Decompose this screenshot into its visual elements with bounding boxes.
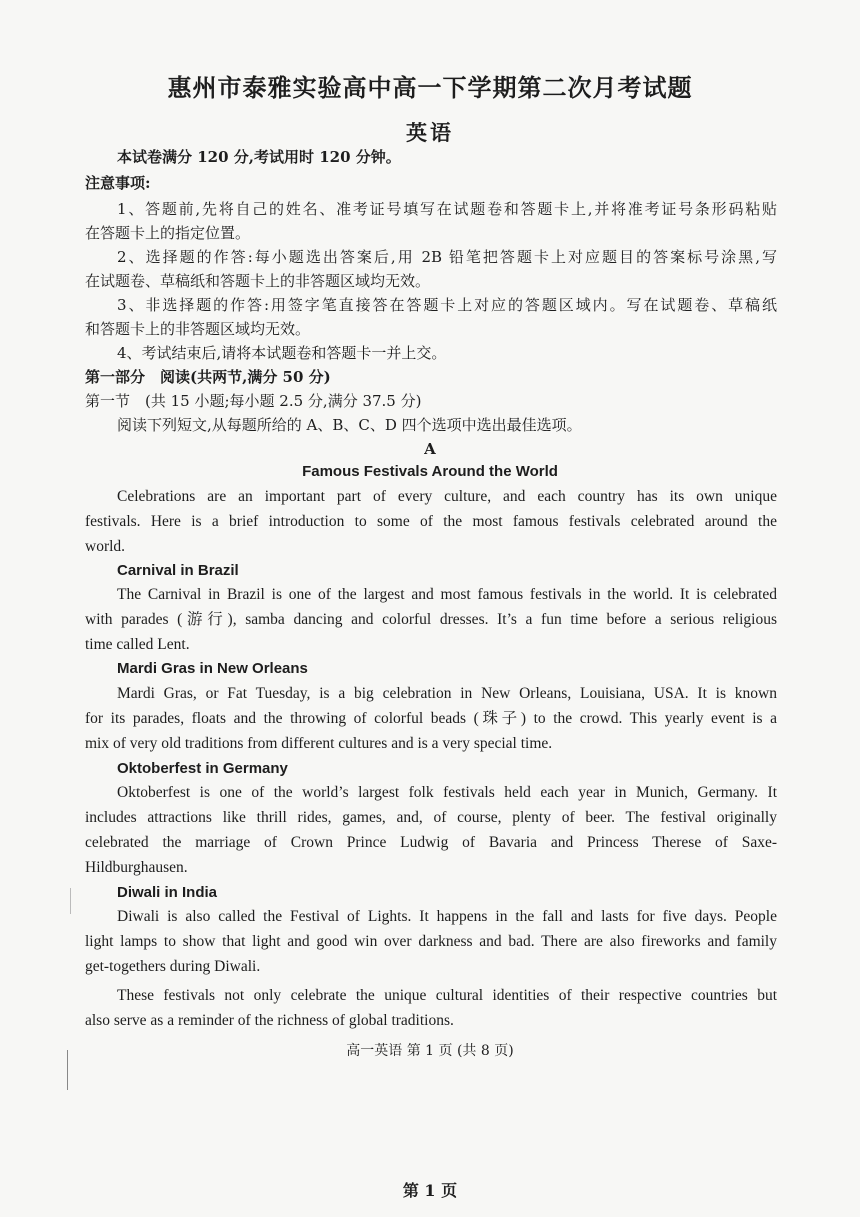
page-number: 第 1 页 [402, 1181, 458, 1200]
note-3-line-1: 3、非选择题的作答:用签字笔直接答在答题卡上对应的答题区域内。写在试题卷、草稿纸 [117, 296, 777, 314]
conclusion-line-2: also serve as a reminder of the richness of global traditions. [85, 1012, 454, 1029]
carnival-line-1: The Carnival in Brazil is one of the largest and most famous festivals in the world. It is celebrated [117, 586, 777, 603]
diwali-line-2: light lamps to show that light and good win over darkness and bad. There are also fireworks and family [85, 933, 777, 950]
conclusion-line-1: These festivals not only celebrate the unique cultural identities of their respective countries but [117, 987, 777, 1004]
heading-diwali: Diwali in India [117, 884, 218, 901]
note-2-line-2: 在试题卷、草稿纸和答题卡上的非答题区域均无效。 [85, 272, 431, 290]
mardi-gras-line-2: for its parades, floats and the throwing of colorful beads (珠子) to the crowd. This yearly event is a [85, 710, 777, 727]
mardi-gras-line-3: mix of very old traditions from different cultures and is a very special time. [85, 735, 553, 752]
oktoberfest-line-3: celebrated the marriage of Crown Prince Ludwig of Bavaria and Princess Therese of Saxe- [85, 834, 777, 851]
para-intro-line-2: festivals. Here is a brief introduction to some of the most famous festivals celebrated around the [85, 513, 777, 530]
footer-page-info: 高一英语 第 1 页 (共 8 页) [346, 1043, 514, 1059]
score-time-info: 本试卷满分 120 分,考试用时 120 分钟。 [117, 148, 401, 166]
heading-carnival: Carnival in Brazil [117, 562, 239, 579]
reading-instruction: 阅读下列短文,从每题所给的 A、B、C、D 四个选项中选出最佳选项。 [117, 416, 582, 434]
section-1-heading: 第一节 (共 15 小题;每小题 2.5 分,满分 37.5 分) [85, 392, 422, 410]
mardi-gras-line-1: Mardi Gras, or Fat Tuesday, is a big celebration in New Orleans, Louisiana, USA. It is known [117, 685, 777, 702]
note-1-line-1: 1、答题前,先将自己的姓名、准考证号填写在试题卷和答题卡上,并将准考证号条形码粘贴 [117, 200, 777, 218]
para-intro-line-3: world. [85, 538, 126, 555]
heading-oktoberfest: Oktoberfest in Germany [117, 760, 288, 777]
carnival-line-2: with parades (游行), samba dancing and colorful dresses. It’s a fun time before a serious religious [85, 611, 777, 628]
note-4: 4、考试结束后,请将本试题卷和答题卡一并上交。 [117, 344, 447, 362]
heading-mardi-gras: Mardi Gras in New Orleans [117, 660, 308, 677]
diwali-line-1: Diwali is also called the Festival of Lights. It happens in the fall and lasts for five days. People [117, 908, 777, 925]
part-1-heading: 第一部分 阅读(共两节,满分 50 分) [85, 368, 331, 386]
notes-heading: 注意事项: [85, 174, 151, 192]
note-1-line-2: 在答题卡上的指定位置。 [85, 224, 251, 242]
subject-title: 英语 [406, 120, 454, 145]
oktoberfest-line-1: Oktoberfest is one of the world’s largest folk festivals held each year in Munich, Germany. It [117, 784, 777, 801]
passage-letter: A [424, 440, 436, 458]
oktoberfest-line-2: includes attractions like thrill rides, games, and, of course, plenty of beer. The festival originally [85, 809, 777, 826]
exam-title: 惠州市泰雅实验高中高一下学期第二次月考试题 [167, 73, 693, 102]
oktoberfest-line-4: Hildburghausen. [85, 859, 188, 876]
passage-title: Famous Festivals Around the World [302, 463, 558, 480]
para-intro-line-1: Celebrations are an important part of every culture, and each country has its own unique [117, 488, 777, 505]
note-3-line-2: 和答题卡上的非答题区域均无效。 [85, 320, 311, 338]
carnival-line-3: time called Lent. [85, 636, 190, 653]
note-2-line-1: 2、选择题的作答:每小题选出答案后,用 2B 铅笔把答题卡上对应题目的答案标号涂黑,写 [117, 248, 777, 266]
diwali-line-3: get-togethers during Diwali. [85, 958, 261, 975]
scan-margin-mark [67, 1050, 68, 1090]
scan-margin-mark-faint [70, 888, 71, 914]
